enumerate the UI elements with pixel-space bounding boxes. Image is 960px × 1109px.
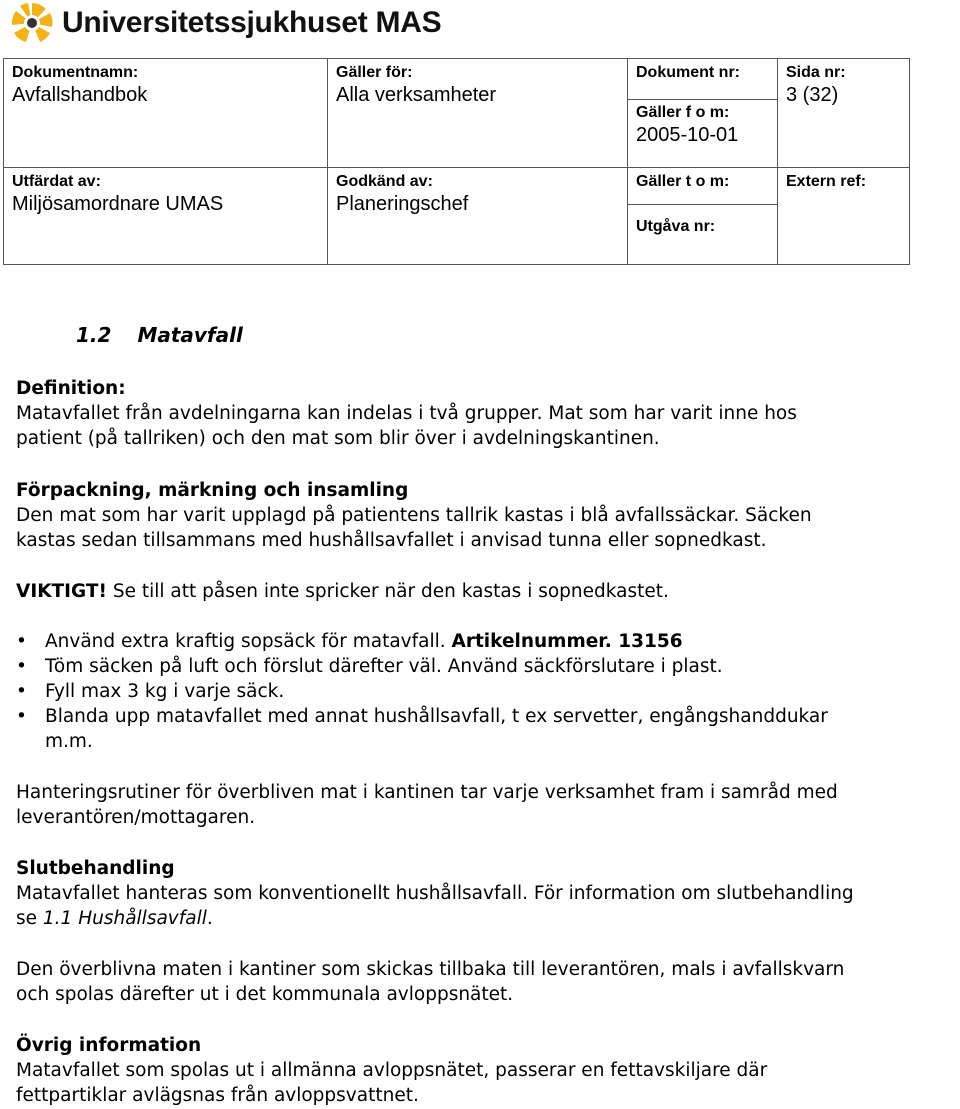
list-item <box>16 704 960 754</box>
section-number: 1.2 <box>76 323 112 347</box>
page-label: Sida nr: <box>786 64 846 81</box>
canteen-line-1: Den överblivna maten i kantiner som skickas tillbaka till leverantören, mals i avfallskvarn <box>16 959 845 980</box>
applies-to-label: Gäller för: <box>336 64 413 81</box>
doc-nr-label: Dokument nr: <box>636 64 740 81</box>
packaging-line-2: kastas sedan tillsammans med hushållsavfallet i anvisad tunna eller sopnedkast. <box>16 530 767 551</box>
list-item <box>16 629 960 654</box>
final-treatment-line-1: Matavfallet hanteras som konventionellt hushållsavfall. För information om slutbehandling <box>16 883 854 904</box>
ref-prefix: se <box>16 908 43 929</box>
hospital-logo <box>10 0 441 46</box>
applies-to-value: Alla verksamheter <box>336 84 497 106</box>
page-value: 3 (32) <box>786 84 839 106</box>
doc-nr-cell <box>628 59 778 168</box>
ext-ref-cell <box>778 168 910 265</box>
packaging-heading: Förpackning, märkning och insamling <box>16 480 409 501</box>
logo-text: Universitetssjukhuset MAS <box>62 6 442 39</box>
bullet-list-block <box>16 629 960 754</box>
final-treatment-block <box>16 856 960 931</box>
article-number: Artikelnummer. 13156 <box>451 631 683 652</box>
doc-name-label: Dokumentnamn: <box>12 64 139 81</box>
list-item: • Fyll max 3 kg i varje säck. <box>16 679 960 704</box>
packaging-block <box>16 478 960 553</box>
bullet-list <box>16 629 960 754</box>
important-label: VIKTIGT! <box>16 581 107 602</box>
section-heading <box>76 323 243 347</box>
other-info-line-1: Matavfallet som spolas ut i allmänna avloppsnätet, passerar en fettavskiljare där <box>16 1060 768 1081</box>
approved-by-value: Planeringschef <box>336 193 469 215</box>
definition-line-2: patient (på tallriken) och den mat som blir över i avdelningskantinen. <box>16 428 660 449</box>
reference-link[interactable]: 1.1 Hushållsavfall <box>42 908 207 929</box>
document-header-table <box>3 58 910 265</box>
bullet-text: Blanda upp matavfallet med annat hushållsavfall, t ex servetter, engångshanddukar <box>45 706 828 727</box>
approved-by-cell <box>328 168 628 265</box>
final-treatment-heading: Slutbehandling <box>16 858 175 879</box>
important-text: Se till att påsen inte spricker när den kastas i sopnedkastet. <box>106 581 669 602</box>
definition-line-1: Matavfallet från avdelningarna kan indelas i två grupper. Mat som har varit inne hos <box>16 403 797 424</box>
valid-to-label: Gäller t o m: <box>636 173 730 190</box>
approved-by-label: Godkänd av: <box>336 173 433 190</box>
sun-logo-icon <box>10 1 54 45</box>
routines-line-2: leverantören/mottagaren. <box>16 807 256 828</box>
definition-block <box>16 376 960 451</box>
bullet-text: Använd extra kraftig sopsäck för matavfall. <box>45 631 452 652</box>
doc-name-cell <box>4 59 328 168</box>
doc-name-value: Avfallshandbok <box>12 84 148 106</box>
other-info-block <box>16 1033 960 1108</box>
valid-from-value: 2005-10-01 <box>636 124 739 146</box>
important-note <box>16 579 960 604</box>
routines-line-1: Hanteringsrutiner för överbliven mat i kantinen tar varje verksamhet fram i samråd med <box>16 782 838 803</box>
valid-to-cell <box>628 168 778 265</box>
applies-to-cell <box>328 59 628 168</box>
ref-suffix: . <box>206 908 213 929</box>
issued-by-label: Utfärdat av: <box>12 173 101 190</box>
canteen-block <box>16 957 960 1007</box>
list-item: • Töm säcken på luft och förslut därefter väl. Använd säckförslutare i plast. <box>16 654 960 679</box>
canteen-line-2: och spolas därefter ut i det kommunala avloppsnätet. <box>16 984 514 1005</box>
other-info-line-2: fettpartiklar avlägsnas från avloppsvattnet. <box>16 1085 419 1106</box>
other-info-heading: Övrig information <box>16 1035 202 1056</box>
issued-by-value: Miljösamordnare UMAS <box>12 193 224 215</box>
edition-label: Utgåva nr: <box>636 218 716 235</box>
issued-by-cell <box>4 168 328 265</box>
packaging-line-1: Den mat som har varit upplagd på patientens tallrik kastas i blå avfallssäckar. Säcken <box>16 505 812 526</box>
page-cell <box>778 59 910 168</box>
ext-ref-label: Extern ref: <box>786 173 867 190</box>
section-title: Matavfall <box>137 323 243 347</box>
definition-heading: Definition: <box>16 378 126 399</box>
bullet-text: m.m. <box>45 731 93 752</box>
routines-block <box>16 780 960 830</box>
valid-from-label: Gäller f o m: <box>636 104 730 121</box>
